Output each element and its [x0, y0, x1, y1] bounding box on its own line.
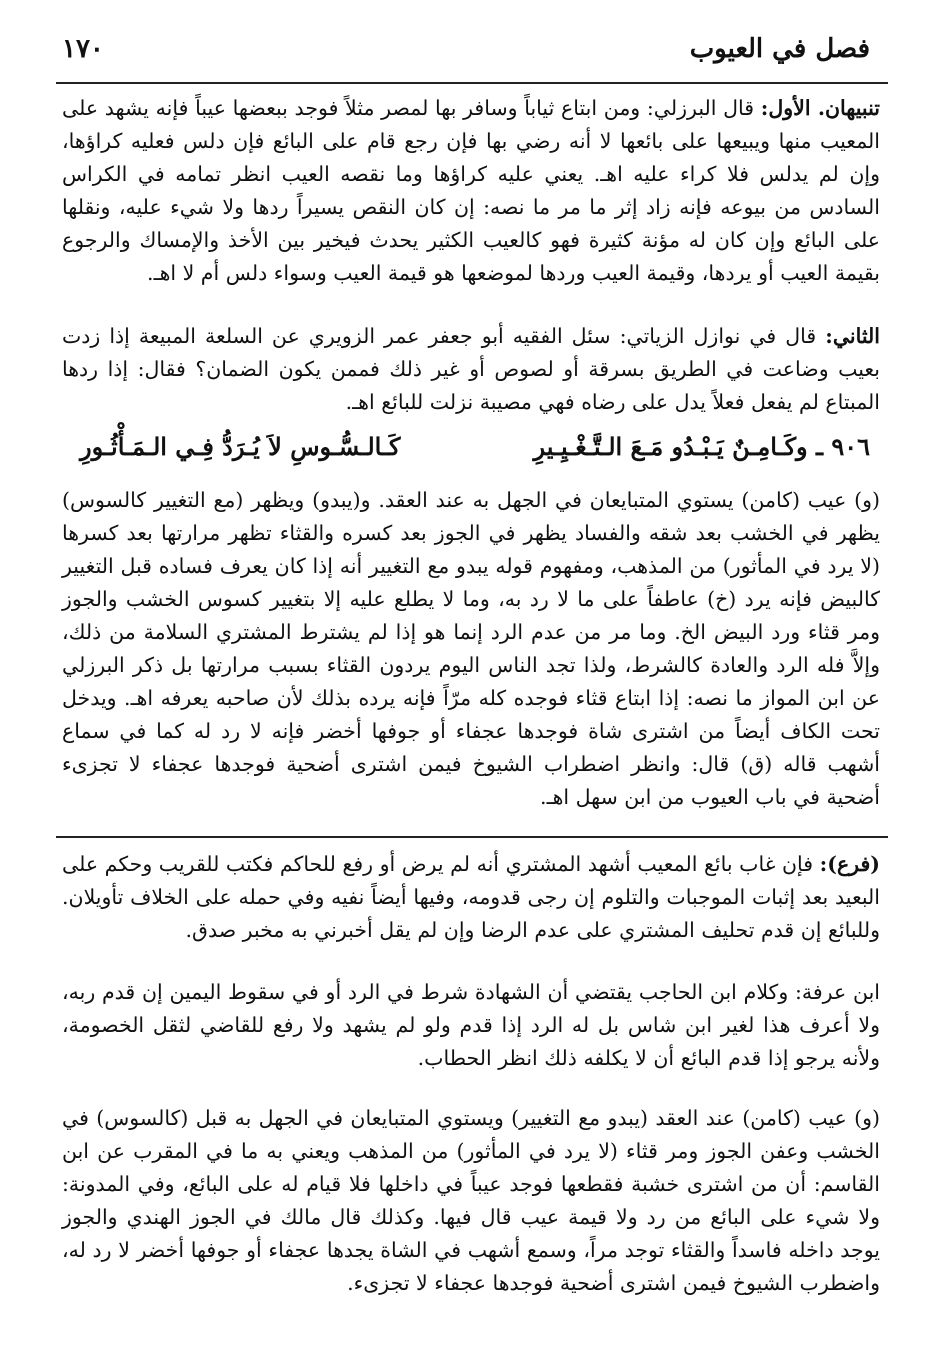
header-divider	[56, 82, 888, 84]
running-title: فصل في العيوب	[689, 34, 870, 64]
footnote-branch	[62, 848, 880, 947]
note-second	[62, 320, 880, 419]
footnote-divider	[56, 836, 888, 838]
footnote-branch-body: فإن غاب بائع المعيب أشهد المشتري أنه لم يرض أو رفع للحاكم فكتب للقريب وحكم على البعيد بعد إثبات الموجبات والتلوم إن رجى قدومه، وفيها أيضاً نفيه وفي حمله على الخلاف تأويلان. وللبائع إن قدم تحليف المشتري على عدم الرضا وإن لم يقل أخبرني به مخبر صدق.	[62, 852, 880, 942]
footnote-ibn-arafa: ابن عرفة: وكلام ابن الحاجب يقتضي أن الشهادة شرط في الرد أو في سقوط اليمين إن قدم ربه، ولا أعرف هذا لغير ابن شاس بل له الرد إذا قدم ولو لم يشهد ولا رفع للقاضي لثقل الخصومة، ولأنه يرجو إذا قدم البائع أن لا يكلفه ذلك انظر الحطاب.	[62, 980, 880, 1070]
note-first-body: قال البرزلي: ومن ابتاع ثياباً وسافر بها لمصر مثلاً فوجد ببعضها عيباً فإنه يشهد على المعيب منها ويبيعها على بائعها لا أنه رضي بها فإن رجع قام على البائع فإن دلس فعليه كراؤها، وإن لم يدلس فلا كراء عليه اهـ. يعني عليه كراؤها وما نقصه العيب انظر تمامه في الكراس السادس من بيوعه فإنه زاد إثر ما مر ما نصه: إن كان النقص يسيراً ردها ولا شيء عليه، ونقلها على البائع وإن كان له مؤنة كثيرة فهو كالعيب الكثير يحدث فيخير بين الأخذ والإمساك والرجوع بقيمة العيب أو يردها، وقيمة العيب وردها لموضعها هو قيمة العيب وسواء دلس أم لا اهـ.	[62, 96, 880, 285]
note-second-body: قال في نوازل الزياتي: سئل الفقيه أبو جعفر عمر الزويري عن السلعة المبيعة إذا زدت بعيب وضاعت في الطريق بسرقة أو لصوص أو غير ذلك فممن يكون الضمان؟ فقال: إذا ردها المبتاع لم يفعل فعلاً يدل على رضاه فهي مصيبة نزلت للبائع اهـ.	[62, 324, 880, 414]
footnote-commentary: (و) عيب (كامن) عند العقد (يبدو مع التغيير) ويستوي المتبايعان في الجهل به قبل (كالسوس) في الخشب وعفن الجوز ومر قثاء (لا يرد في المأثور) من المذهب ويعني به ما في المقرب عن ابن القاسم: أن من اشترى خشبة فقطعها فوجد عيباً في داخلها فلا قيام له على البائع، وفي المدونة: ولا شيء على البائع من رد ولا قيمة عيب قال فيها. وكذلك قال مالك في الجوز الهندي والجوز يوجد داخله فاسداً والقثاء توجد مراً، وسمع أشهب في الشاة يجدها عجفاء أو جوفها أخضر لا رد له، واضطرب الشيوخ فيمن اشترى أضحية فوجدها عجفاء لا تجزىء.	[62, 1106, 880, 1295]
note-first	[62, 92, 880, 290]
note-first-heading: تنبيهان. الأول:	[760, 96, 880, 120]
verse-first-hemistich: ٩٠٦ ـ وكَـامِـنٌ يَـبْـدُو مَـعَ الـتَّـغْـيِـيرِ	[533, 432, 870, 461]
footnote-branch-heading: (فرع):	[819, 852, 880, 876]
verse-906	[80, 432, 870, 478]
page-header	[62, 34, 870, 74]
page-number: ١٧٠	[62, 34, 104, 64]
verse-commentary: (و) عيب (كامن) يستوي المتبايعان في الجهل به عند العقد. و(يبدو) ويظهر (مع التغيير كالسوس) يظهر في الخشب بعد شقه والفساد يظهر في الجوز بعد كسره والقثاء تظهر مرارتها بعد كسرها (لا يرد في المأثور) من المذهب، ومفهوم قوله يبدو مع التغيير أنه إذا كان يعرف فساده قبل التغيير كالبيض فإنه يرد (خ) عاطفاً على ما لا رد به، وما لا يطلع عليه إلا بتغيير كسوس الخشب والجوز ومر قثاء ورد البيض الخ. وما مر من عدم الرد إنما هو إذا لم يشترط المشتري السلامة من ذلك، وإلاَّ فله الرد والعادة كالشرط، ولذا تجد الناس اليوم يردون القثاء بسبب مرارتها بل ذكر البرزلي عن ابن المواز ما نصه: إذا ابتاع قثاء فوجده كله مرّاً فإنه يرده بذلك لأن صاحبه يعرفه اهـ. ويدخل تحت الكاف أيضاً من اشترى شاة فوجدها عجفاء أو جوفها أخضر فإنه لا رد له كما في سماع أشهب قاله (ق) قال: وانظر اضطراب الشيوخ فيمن اشترى أضحية فوجدها عجفاء لا تجزىء أضحية في باب العيوب من ابن سهل اهـ.	[62, 488, 880, 809]
note-second-heading: الثاني:	[825, 324, 880, 348]
verse-second-hemistich: كَـالـسُّـوسِ لاَ يُـرَدُّ فِـي الـمَـأْثُـورِ	[80, 432, 401, 461]
